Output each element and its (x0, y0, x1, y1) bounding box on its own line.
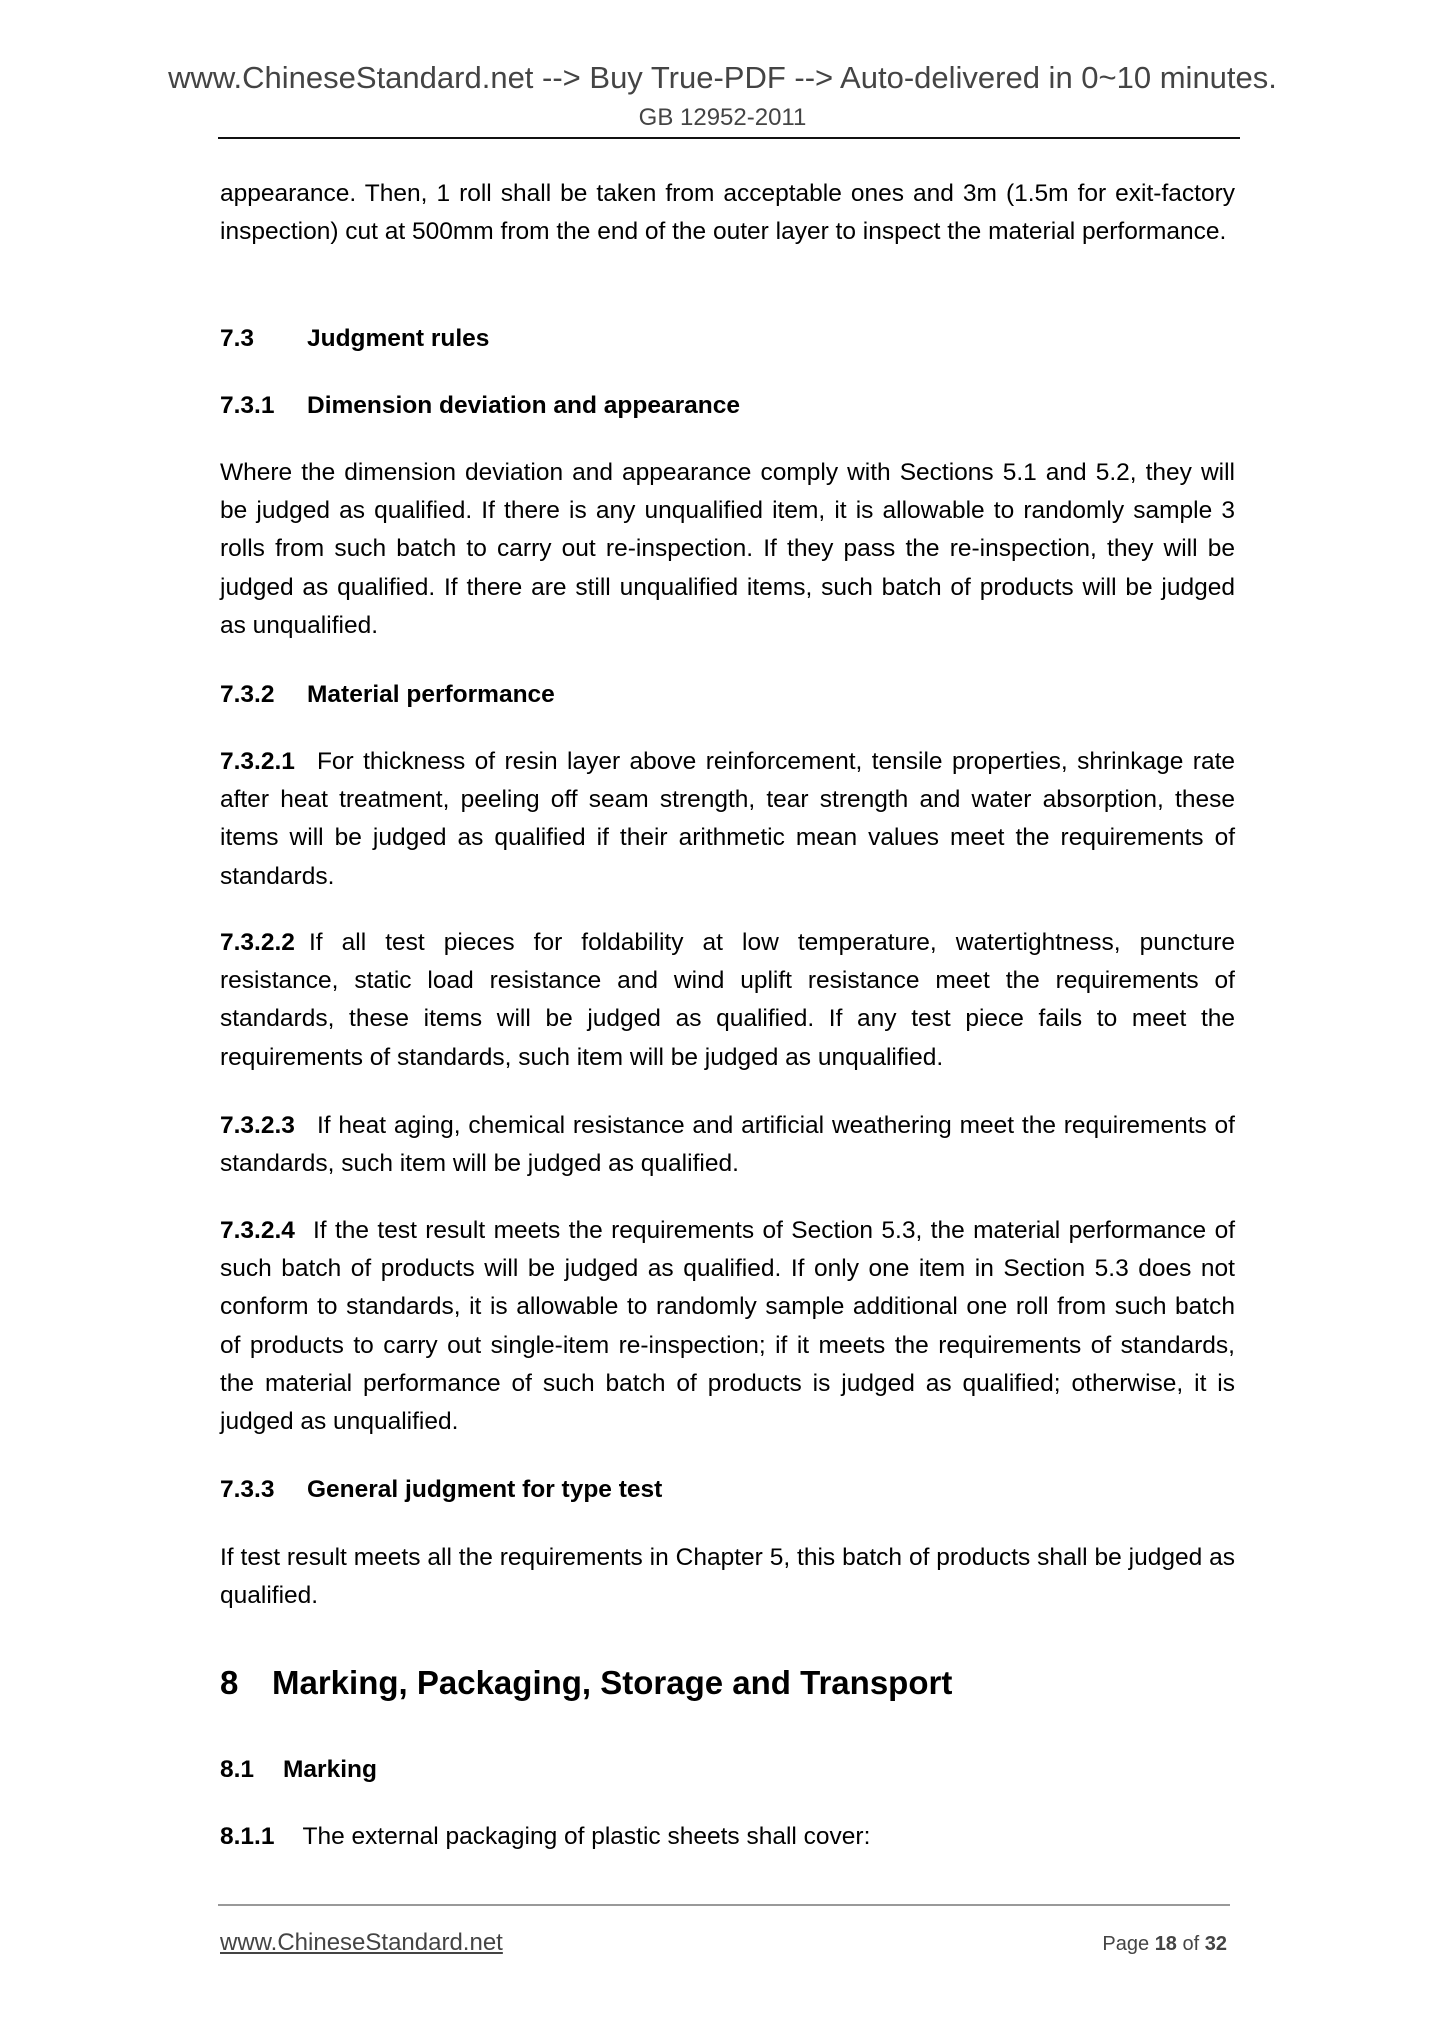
total-pages: 32 (1204, 1933, 1227, 1955)
of-label: of (1182, 1933, 1200, 1955)
paragraph: appearance. Then, 1 roll shall be taken from acceptable ones and 3m (1.5m for exit-factory inspection) cut at 500mm from the end of the outer layer to inspect the material performance. (220, 180, 1235, 246)
section-heading-7-3 (220, 320, 1235, 358)
clause-8-1-1 (220, 1818, 1235, 1856)
section-number: 8.1 (220, 1756, 255, 1783)
clause-number: 8.1.1 (220, 1823, 275, 1850)
paragraph: Where the dimension deviation and appearance comply with Sections 5.1 and 5.2, they will be judged as qualified. If there is any unqualified item, it is allowable to randomly sample 3 rolls from such batch to carry out re-inspection. If they pass the re-inspection, they will be judged as qualified. If there are still unqualified items, such batch of products will be judged as unqualified. (220, 459, 1235, 639)
section-title: Dimension deviation and appearance (307, 392, 740, 419)
page-number (1102, 1930, 1227, 1958)
clause-number: 7.3.2.1 (220, 748, 295, 775)
section-number: 7.3.3 (220, 1476, 275, 1503)
section-number: 7.3.2 (220, 681, 275, 708)
clause-text: If heat aging, chemical resistance and artificial weathering meet the requirements of standards, such item will be judged as qualified. (220, 1112, 1235, 1178)
header-divider (218, 137, 1240, 139)
clause-text: If the test result meets the requirements of Section 5.3, the material performance of such batch of products will be judged as qualified. If only one item in Section 5.3 does not conform to standards, it is allowable to randomly sample additional one roll from such batch of products to carry out single-item re-inspection; if it meets the requirements of standards, the material performance of such batch of products is judged as qualified; otherwise, it is judged as unqualified. (220, 1217, 1235, 1436)
section-title: Marking (283, 1756, 377, 1783)
clause-number: 7.3.2.4 (220, 1217, 295, 1244)
section-title: Judgment rules (307, 325, 490, 352)
footer-website-link[interactable]: www.ChineseStandard.net (220, 1929, 503, 1956)
clause-text: If all test pieces for foldability at low temperature, watertightness, puncture resistance, static load resistance and wind uplift resistance meet the requirements of standards, these items will be judged as qualified. If any test piece fails to meet the requirements of standards, such item will be judged as unqualified. (220, 929, 1235, 1071)
footer-divider (218, 1904, 1230, 1906)
chapter-number: 8 (220, 1664, 239, 1701)
section-heading-7-3-3 (220, 1471, 1235, 1509)
section-number: 7.3.1 (220, 392, 275, 419)
header-banner: www.ChineseStandard.net --> Buy True-PDF --> Auto-delivered in 0~10 minutes. (168, 60, 1277, 95)
page-label: Page (1102, 1933, 1150, 1955)
clause-text: The external packaging of plastic sheets shall cover: (302, 1823, 871, 1850)
paragraph: If test result meets all the requirements in Chapter 5, this batch of products shall be judged as qualified. (220, 1544, 1235, 1610)
section-heading-7-3-2 (220, 676, 1235, 714)
clause-7-3-2-1 (220, 743, 1235, 896)
current-page: 18 (1154, 1933, 1177, 1955)
section-title: Material performance (307, 681, 555, 708)
clause-7-3-2-3 (220, 1107, 1235, 1183)
section-number: 7.3 (220, 325, 255, 352)
section-heading-8-1 (220, 1751, 1235, 1789)
chapter-title: Marking, Packaging, Storage and Transport (272, 1664, 953, 1701)
document-id: GB 12952-2011 (638, 104, 807, 131)
clause-7-3-2-2 (220, 924, 1235, 1077)
section-heading-7-3-1 (220, 387, 1235, 425)
clause-number: 7.3.2.2 (220, 929, 295, 956)
clause-text: For thickness of resin layer above reinforcement, tensile properties, shrinkage rate after heat treatment, peeling off seam strength, tear strength and water absorption, these items will be judged as qualified if their arithmetic mean values meet the requirements of standards. (220, 748, 1235, 890)
section-title: General judgment for type test (307, 1476, 663, 1503)
clause-number: 7.3.2.3 (220, 1112, 295, 1139)
chapter-heading-8 (220, 1663, 952, 1703)
clause-7-3-2-4 (220, 1212, 1235, 1441)
